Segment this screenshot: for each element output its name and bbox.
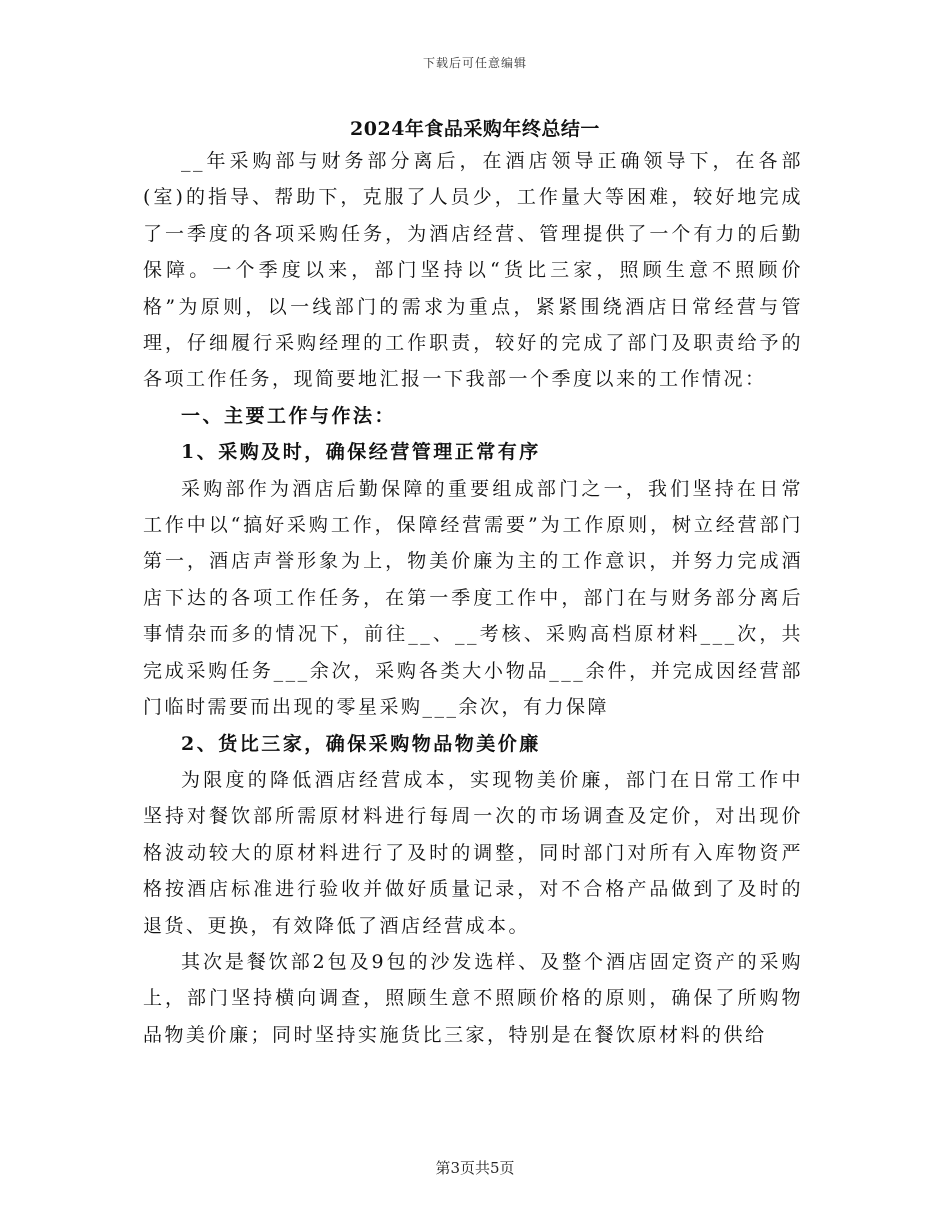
subsection-heading: 2、货比三家，确保采购物品物美价廉 <box>181 732 541 755</box>
page-header: 下载后可任意编辑 <box>422 56 527 70</box>
body-paragraph: __年采购部与财务部分离后，在酒店领导正确领导下，在各部(室)的指导、帮助下，克服了人员少，工作量大等困难，较好地完成了一季度的各项采购任务，为酒店经营、管理提供了一个有力的后勤保障。一个季度以来，部门坚持以“货比三家，照顾生意不照顾价格”为原则，以一线部门的需求为重点，紧紧围绕酒店日常经营与管理，仔细履行采购经理的工作职责，较好的完成了部门及职责给予的各项工作任务，现简要地汇报一下我部一个季度以来的工作情况： <box>143 150 803 391</box>
section-heading: 一、主要工作与作法： <box>181 404 397 427</box>
document-title: 2024年食品采购年终总结一 <box>350 118 600 140</box>
body-paragraph: 采购部作为酒店后勤保障的重要组成部门之一，我们坚持在日常工作中以“搞好采购工作，保障经营需要”为工作原则，树立经营部门第一，酒店声誉形象为上，物美价廉为主的工作意识，并努力完成酒店下达的各项工作任务，在第一季度工作中，部门在与财务部分离后事情杂而多的情况下，前往__、__考核、采购高档原材料___次，共完成采购任务___余次，采购各类大小物品___余件，并完成因经营部门临时需要而出现的零星采购___余次，有力保障 <box>143 477 803 719</box>
page-number: 第3页共5页 <box>435 1159 515 1177</box>
body-paragraph: 为限度的降低酒店经营成本，实现物美价廉，部门在日常工作中坚持对餐饮部所需原材料进行每周一次的市场调查及定价，对出现价格波动较大的原材料进行了及时的调整，同时部门对所有入库物资严格按酒店标准进行验收并做好质量记录，对不合格产品做到了及时的退货、更换，有效降低了酒店经营成本。 <box>143 768 803 937</box>
subsection-heading: 1、采购及时，确保经营管理正常有序 <box>181 441 541 464</box>
document-body <box>143 143 803 1053</box>
body-paragraph: 其次是餐饮部2包及9包的沙发选样、及整个酒店固定资产的采购上，部门坚持横向调查，照顾生意不照顾价格的原则，确保了所购物品物美价廉；同时坚持实施货比三家，特别是在餐饮原材料的供给 <box>143 950 803 1046</box>
